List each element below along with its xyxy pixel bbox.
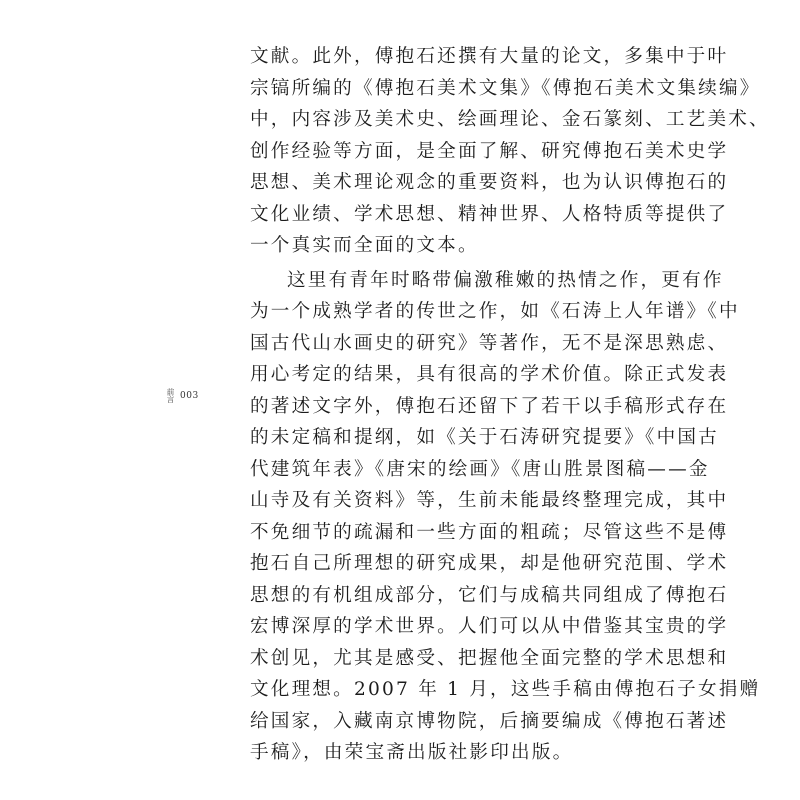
text-line: 思想、美术理论观念的重要资料，也为认识傅抱石的 <box>250 172 729 193</box>
text-line: 抱石自己所理想的研究成果，却是他研究范围、学术 <box>250 553 729 574</box>
text-line: 一个真实而全面的文本。 <box>250 235 479 256</box>
text-line: 文化理想。2007 年 1 月，这些手稿由傅抱石子女捐赠 <box>250 679 761 700</box>
text-line: 的未定稿和提纲，如《关于石涛研究提要》《中国古 <box>250 427 719 448</box>
text-line: 给国家，入藏南京博物院，后摘要编成《傅抱石著述 <box>250 710 729 732</box>
text-line: 手稿》，由荣宝斋出版社影印出版。 <box>250 742 574 763</box>
page-folio <box>166 388 199 403</box>
text-line: 为一个成熟学者的传世之作，如《石涛上人年谱》《中 <box>250 301 740 322</box>
running-section-title: 前言 <box>166 388 175 403</box>
body-text <box>250 41 770 769</box>
text-line: 中，内容涉及美术史、绘画理论、金石篆刻、工艺美术、 <box>250 109 770 130</box>
text-line: 创作经验等方面，是全面了解、研究傅抱石美术史学 <box>250 140 729 162</box>
page-number: 003 <box>180 390 199 401</box>
text-line: 代建筑年表》《唐宋的绘画》《唐山胜景图稿——金 <box>250 458 710 480</box>
paragraph <box>250 265 761 769</box>
text-line: 国古代山水画史的研究》等著作，无不是深思熟虑、 <box>250 332 729 354</box>
text-line: 用心考定的结果，具有很高的学术价值。除正式发表 <box>250 364 729 385</box>
text-line: 思想的有机组成部分，它们与成稿共同组成了傅抱石 <box>250 584 729 606</box>
text-line: 术创见，尤其是感受、把握他全面完整的学术思想和 <box>250 647 729 669</box>
text-line: 宗镐所编的《傅抱石美术文集》《傅抱石美术文集续编》 <box>250 77 761 99</box>
text-line: 不免细节的疏漏和一些方面的粗疏；尽管这些不是傅 <box>250 521 729 543</box>
text-line: 文献。此外，傅抱石还撰有大量的论文，多集中于叶 <box>250 46 729 67</box>
text-line: 文化业绩、学术思想、精神世界、人格特质等提供了 <box>250 203 729 225</box>
text-line: 山寺及有关资料》等，生前未能最终整理完成，其中 <box>250 490 729 511</box>
text-line: 的著述文字外，傅抱石还留下了若干以手稿形式存在 <box>250 395 729 417</box>
paragraph <box>250 41 770 262</box>
text-line: 宏博深厚的学术世界。人们可以从中借鉴其宝贵的学 <box>250 616 729 637</box>
text-line: 这里有青年时略带偏激稚嫩的热情之作，更有作 <box>287 269 724 291</box>
